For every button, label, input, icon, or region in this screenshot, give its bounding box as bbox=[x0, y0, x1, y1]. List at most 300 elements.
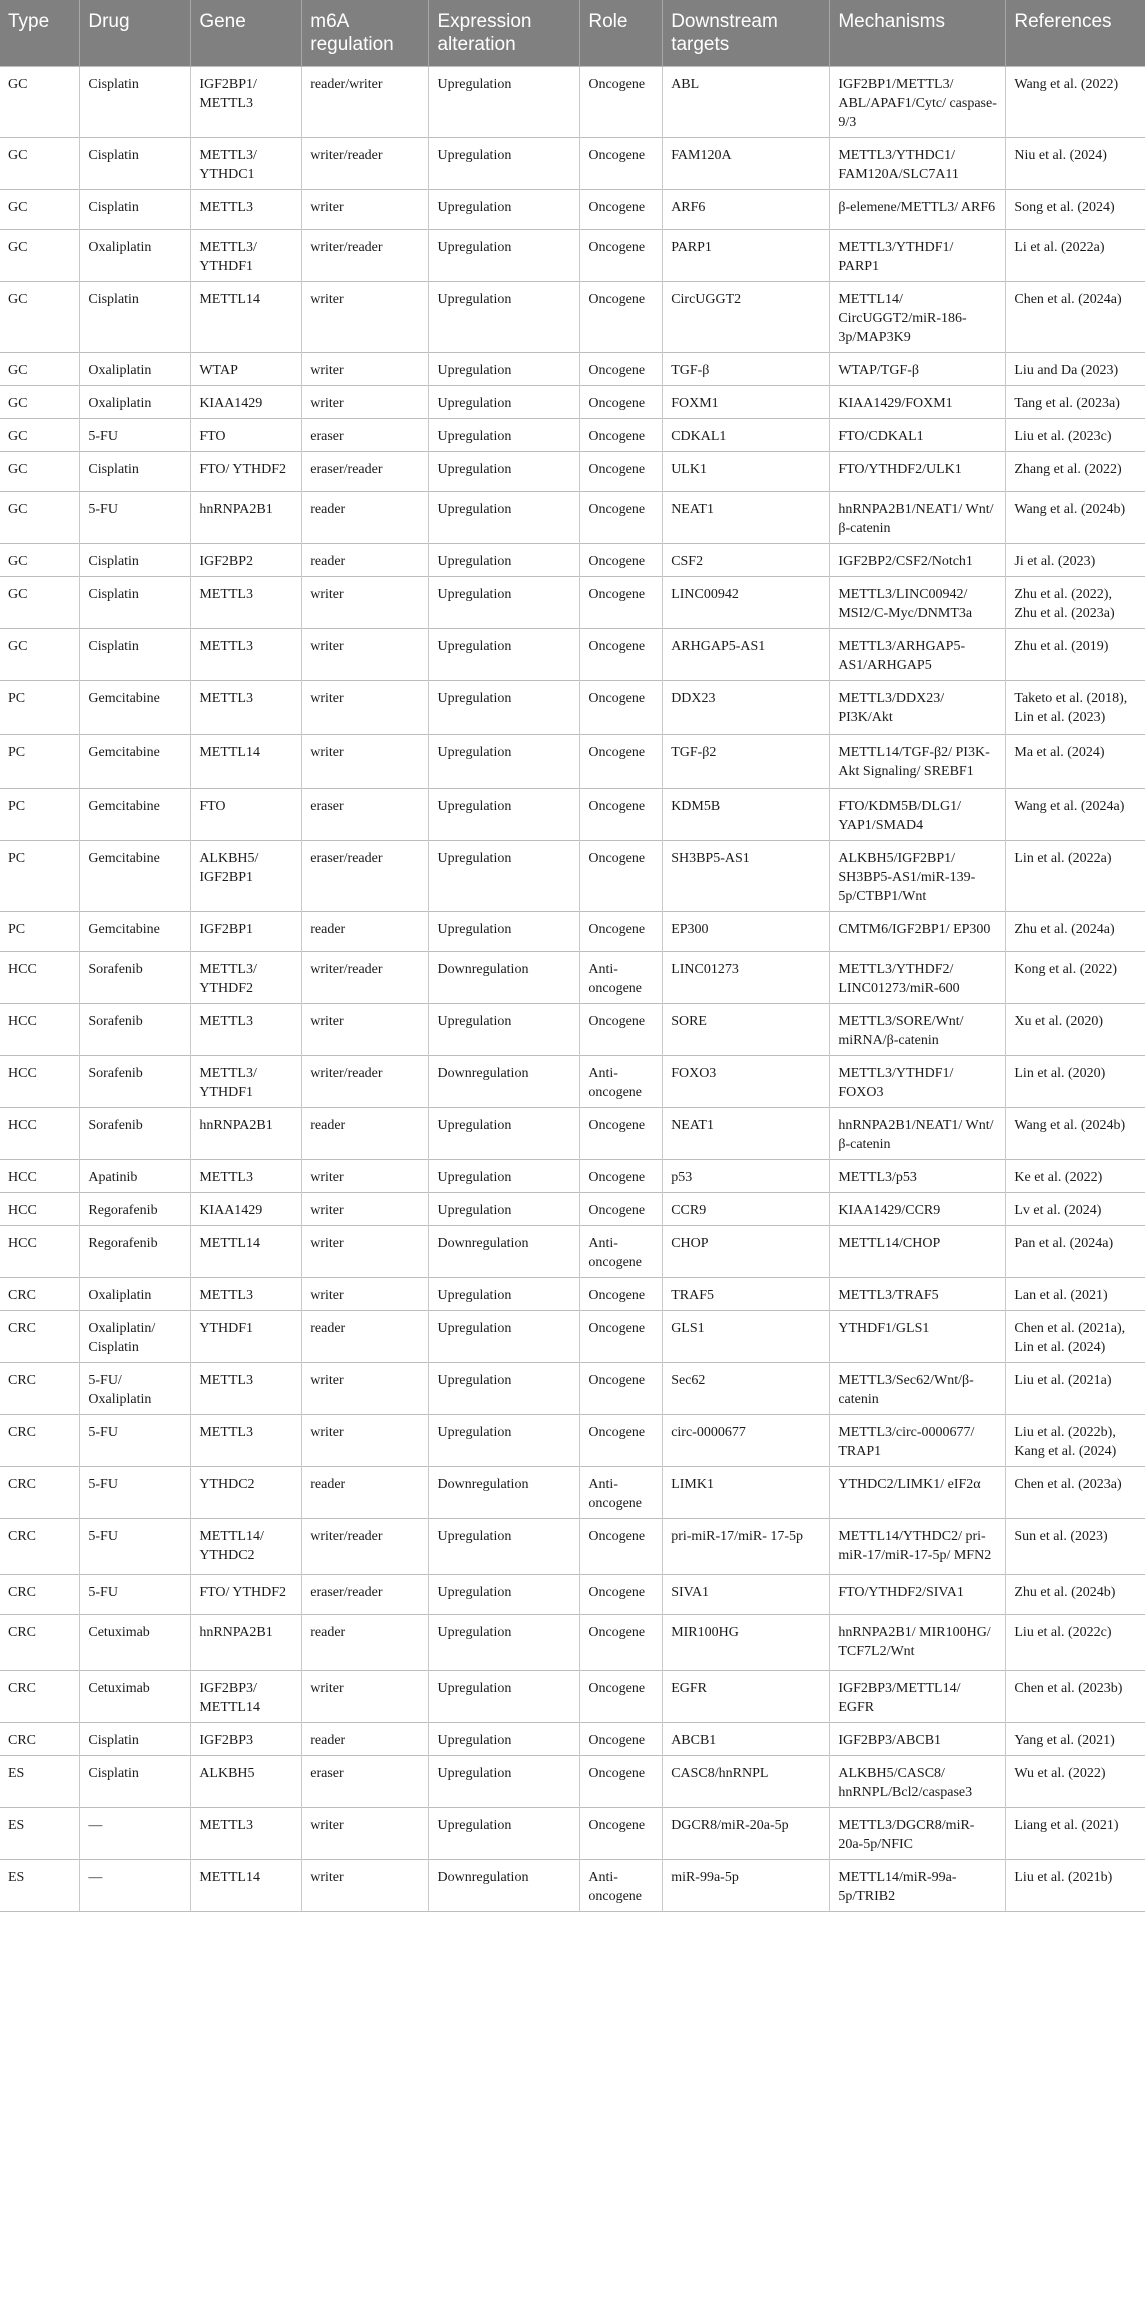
cell-downstream-targets: SH3BP5-AS1 bbox=[663, 841, 830, 912]
cell-gene: METTL14/ YTHDC2 bbox=[191, 1519, 302, 1575]
cell-gene: FTO/ YTHDF2 bbox=[191, 452, 302, 492]
cell-drug: Regorafenib bbox=[80, 1193, 191, 1226]
cell-references: Wu et al. (2022) bbox=[1006, 1756, 1145, 1808]
cell-gene: IGF2BP3 bbox=[191, 1723, 302, 1756]
cell-gene: METTL3 bbox=[191, 1415, 302, 1467]
cell-gene: METTL3 bbox=[191, 1363, 302, 1415]
cell-gene: METTL3 bbox=[191, 629, 302, 681]
cell-mechanisms: METTL3/YTHDF2/ LINC01273/miR-600 bbox=[830, 952, 1006, 1004]
cell-type: HCC bbox=[0, 1108, 80, 1160]
cell-downstream-targets: CDKAL1 bbox=[663, 419, 830, 452]
cell-role: Oncogene bbox=[580, 1278, 663, 1311]
cell-drug: Cisplatin bbox=[80, 282, 191, 353]
cell-drug: Regorafenib bbox=[80, 1226, 191, 1278]
cell-mechanisms: METTL3/p53 bbox=[830, 1160, 1006, 1193]
cell-expression-alteration: Upregulation bbox=[429, 681, 580, 735]
table-body bbox=[0, 67, 1145, 1912]
cell-expression-alteration: Upregulation bbox=[429, 67, 580, 138]
cell-downstream-targets: Sec62 bbox=[663, 1363, 830, 1415]
cell-references: Wang et al. (2022) bbox=[1006, 67, 1145, 138]
cell-expression-alteration: Upregulation bbox=[429, 544, 580, 577]
cell-type: HCC bbox=[0, 952, 80, 1004]
cell-m6a-regulation: reader bbox=[302, 1723, 429, 1756]
cell-expression-alteration: Upregulation bbox=[429, 789, 580, 841]
cell-mechanisms: WTAP/TGF-β bbox=[830, 353, 1006, 386]
cell-drug: 5-FU bbox=[80, 1467, 191, 1519]
cell-gene: METTL3/ YTHDC1 bbox=[191, 138, 302, 190]
cell-m6a-regulation: eraser bbox=[302, 789, 429, 841]
cell-downstream-targets: EGFR bbox=[663, 1671, 830, 1723]
table-row bbox=[0, 629, 1145, 681]
cell-type: HCC bbox=[0, 1004, 80, 1056]
cell-expression-alteration: Upregulation bbox=[429, 1519, 580, 1575]
cell-mechanisms: METTL3/YTHDF1/ FOXO3 bbox=[830, 1056, 1006, 1108]
cell-downstream-targets: SORE bbox=[663, 1004, 830, 1056]
cell-expression-alteration: Downregulation bbox=[429, 1056, 580, 1108]
column-header-expression-alteration: Expression alteration bbox=[429, 0, 580, 67]
cell-mechanisms: METTL14/YTHDC2/ pri-miR-17/miR-17-5p/ MFN2 bbox=[830, 1519, 1006, 1575]
cell-drug: Gemcitabine bbox=[80, 912, 191, 952]
cell-downstream-targets: TGF-β bbox=[663, 353, 830, 386]
table-row bbox=[0, 789, 1145, 841]
table-row bbox=[0, 1226, 1145, 1278]
cell-role: Anti- oncogene bbox=[580, 1056, 663, 1108]
cell-m6a-regulation: eraser/reader bbox=[302, 841, 429, 912]
cell-downstream-targets: KDM5B bbox=[663, 789, 830, 841]
cell-expression-alteration: Upregulation bbox=[429, 1004, 580, 1056]
cell-type: GC bbox=[0, 492, 80, 544]
cell-mechanisms: METTL3/circ-0000677/ TRAP1 bbox=[830, 1415, 1006, 1467]
cell-expression-alteration: Upregulation bbox=[429, 353, 580, 386]
table-row bbox=[0, 1056, 1145, 1108]
cell-drug: Sorafenib bbox=[80, 1056, 191, 1108]
cell-gene: IGF2BP1/ METTL3 bbox=[191, 67, 302, 138]
cell-gene: IGF2BP3/ METTL14 bbox=[191, 1671, 302, 1723]
cell-type: PC bbox=[0, 681, 80, 735]
cell-type: GC bbox=[0, 230, 80, 282]
cell-downstream-targets: SIVA1 bbox=[663, 1575, 830, 1615]
cell-downstream-targets: FOXM1 bbox=[663, 386, 830, 419]
cell-role: Oncogene bbox=[580, 67, 663, 138]
cell-type: CRC bbox=[0, 1278, 80, 1311]
cell-gene: FTO bbox=[191, 419, 302, 452]
table-row bbox=[0, 1671, 1145, 1723]
cell-mechanisms: IGF2BP3/ABCB1 bbox=[830, 1723, 1006, 1756]
table-row bbox=[0, 1278, 1145, 1311]
cell-m6a-regulation: reader bbox=[302, 912, 429, 952]
cell-references: Chen et al. (2023a) bbox=[1006, 1467, 1145, 1519]
cell-drug: 5-FU bbox=[80, 1575, 191, 1615]
cell-mechanisms: METTL3/YTHDF1/ PARP1 bbox=[830, 230, 1006, 282]
cell-downstream-targets: CASC8/hnRNPL bbox=[663, 1756, 830, 1808]
column-header-m6a-regulation: m6A regulation bbox=[302, 0, 429, 67]
cell-downstream-targets: p53 bbox=[663, 1160, 830, 1193]
cell-expression-alteration: Upregulation bbox=[429, 1193, 580, 1226]
cell-references: Liu et al. (2022b), Kang et al. (2024) bbox=[1006, 1415, 1145, 1467]
table-row bbox=[0, 1615, 1145, 1671]
cell-expression-alteration: Upregulation bbox=[429, 190, 580, 230]
cell-m6a-regulation: writer/reader bbox=[302, 1519, 429, 1575]
cell-drug: Sorafenib bbox=[80, 1108, 191, 1160]
table-row bbox=[0, 1808, 1145, 1860]
cell-m6a-regulation: writer bbox=[302, 735, 429, 789]
cell-drug: Oxaliplatin/ Cisplatin bbox=[80, 1311, 191, 1363]
cell-references: Chen et al. (2023b) bbox=[1006, 1671, 1145, 1723]
cell-mechanisms: METTL3/LINC00942/ MSI2/C-Myc/DNMT3a bbox=[830, 577, 1006, 629]
cell-references: Lan et al. (2021) bbox=[1006, 1278, 1145, 1311]
cell-gene: IGF2BP2 bbox=[191, 544, 302, 577]
cell-role: Oncogene bbox=[580, 1004, 663, 1056]
cell-type: ES bbox=[0, 1808, 80, 1860]
cell-type: ES bbox=[0, 1860, 80, 1912]
cell-role: Oncogene bbox=[580, 1615, 663, 1671]
cell-mechanisms: hnRNPA2B1/NEAT1/ Wnt/β-catenin bbox=[830, 1108, 1006, 1160]
cell-gene: hnRNPA2B1 bbox=[191, 492, 302, 544]
cell-m6a-regulation: writer bbox=[302, 386, 429, 419]
cell-references: Ji et al. (2023) bbox=[1006, 544, 1145, 577]
table-row bbox=[0, 1723, 1145, 1756]
cell-drug: Gemcitabine bbox=[80, 735, 191, 789]
table-row bbox=[0, 1160, 1145, 1193]
cell-type: ES bbox=[0, 1756, 80, 1808]
cell-role: Oncogene bbox=[580, 190, 663, 230]
cell-gene: YTHDF1 bbox=[191, 1311, 302, 1363]
cell-drug: Apatinib bbox=[80, 1160, 191, 1193]
cell-downstream-targets: MIR100HG bbox=[663, 1615, 830, 1671]
cell-expression-alteration: Downregulation bbox=[429, 1226, 580, 1278]
cell-references: Wang et al. (2024a) bbox=[1006, 789, 1145, 841]
cell-m6a-regulation: eraser bbox=[302, 1756, 429, 1808]
cell-m6a-regulation: eraser/reader bbox=[302, 452, 429, 492]
cell-role: Anti- oncogene bbox=[580, 952, 663, 1004]
cell-role: Oncogene bbox=[580, 577, 663, 629]
cell-role: Oncogene bbox=[580, 1415, 663, 1467]
cell-role: Oncogene bbox=[580, 1160, 663, 1193]
cell-gene: ALKBH5 bbox=[191, 1756, 302, 1808]
cell-type: GC bbox=[0, 629, 80, 681]
column-header-mechanisms: Mechanisms bbox=[830, 0, 1006, 67]
cell-downstream-targets: NEAT1 bbox=[663, 492, 830, 544]
cell-references: Song et al. (2024) bbox=[1006, 190, 1145, 230]
cell-mechanisms: FTO/KDM5B/DLG1/ YAP1/SMAD4 bbox=[830, 789, 1006, 841]
table-row bbox=[0, 1311, 1145, 1363]
cell-type: CRC bbox=[0, 1363, 80, 1415]
cell-m6a-regulation: writer bbox=[302, 1671, 429, 1723]
table-row bbox=[0, 1193, 1145, 1226]
column-header-role: Role bbox=[580, 0, 663, 67]
cell-role: Oncogene bbox=[580, 735, 663, 789]
cell-downstream-targets: CSF2 bbox=[663, 544, 830, 577]
table-row bbox=[0, 67, 1145, 138]
cell-drug: 5-FU bbox=[80, 419, 191, 452]
cell-drug: Cisplatin bbox=[80, 452, 191, 492]
cell-type: GC bbox=[0, 282, 80, 353]
cell-downstream-targets: ABCB1 bbox=[663, 1723, 830, 1756]
cell-gene: METTL14 bbox=[191, 1860, 302, 1912]
cell-drug: Cisplatin bbox=[80, 577, 191, 629]
cell-gene: METTL3/ YTHDF2 bbox=[191, 952, 302, 1004]
cell-role: Oncogene bbox=[580, 1311, 663, 1363]
cell-mechanisms: KIAA1429/FOXM1 bbox=[830, 386, 1006, 419]
cell-gene: METTL3 bbox=[191, 1278, 302, 1311]
cell-m6a-regulation: reader bbox=[302, 1108, 429, 1160]
cell-references: Liu et al. (2021a) bbox=[1006, 1363, 1145, 1415]
cell-m6a-regulation: writer bbox=[302, 1160, 429, 1193]
cell-m6a-regulation: eraser bbox=[302, 419, 429, 452]
cell-role: Anti- oncogene bbox=[580, 1467, 663, 1519]
cell-mechanisms: ALKBH5/CASC8/ hnRNPL/Bcl2/caspase3 bbox=[830, 1756, 1006, 1808]
table-row bbox=[0, 841, 1145, 912]
cell-downstream-targets: miR-99a-5p bbox=[663, 1860, 830, 1912]
cell-drug: Cisplatin bbox=[80, 67, 191, 138]
cell-gene: METTL3 bbox=[191, 1808, 302, 1860]
cell-type: HCC bbox=[0, 1160, 80, 1193]
cell-mechanisms: FTO/CDKAL1 bbox=[830, 419, 1006, 452]
cell-downstream-targets: ARF6 bbox=[663, 190, 830, 230]
table-row bbox=[0, 1860, 1145, 1912]
cell-type: GC bbox=[0, 138, 80, 190]
cell-type: GC bbox=[0, 577, 80, 629]
cell-mechanisms: hnRNPA2B1/NEAT1/ Wnt/β-catenin bbox=[830, 492, 1006, 544]
cell-references: Zhu et al. (2022), Zhu et al. (2023a) bbox=[1006, 577, 1145, 629]
cell-type: GC bbox=[0, 419, 80, 452]
cell-drug: Gemcitabine bbox=[80, 681, 191, 735]
table-row bbox=[0, 138, 1145, 190]
cell-role: Oncogene bbox=[580, 789, 663, 841]
cell-m6a-regulation: writer bbox=[302, 681, 429, 735]
cell-drug: 5-FU/ Oxaliplatin bbox=[80, 1363, 191, 1415]
cell-m6a-regulation: reader bbox=[302, 544, 429, 577]
cell-gene: ALKBH5/ IGF2BP1 bbox=[191, 841, 302, 912]
cell-m6a-regulation: writer bbox=[302, 353, 429, 386]
table-row bbox=[0, 452, 1145, 492]
cell-gene: METTL3 bbox=[191, 190, 302, 230]
cell-m6a-regulation: writer bbox=[302, 282, 429, 353]
cell-m6a-regulation: reader bbox=[302, 1467, 429, 1519]
cell-gene: METTL14 bbox=[191, 282, 302, 353]
cell-role: Oncogene bbox=[580, 230, 663, 282]
cell-mechanisms: METTL14/ CircUGGT2/miR-186- 3p/MAP3K9 bbox=[830, 282, 1006, 353]
cell-gene: METTL3 bbox=[191, 681, 302, 735]
cell-mechanisms: hnRNPA2B1/ MIR100HG/ TCF7L2/Wnt bbox=[830, 1615, 1006, 1671]
cell-expression-alteration: Upregulation bbox=[429, 1671, 580, 1723]
cell-references: Xu et al. (2020) bbox=[1006, 1004, 1145, 1056]
cell-m6a-regulation: writer/reader bbox=[302, 230, 429, 282]
cell-type: HCC bbox=[0, 1193, 80, 1226]
cell-mechanisms: YTHDF1/GLS1 bbox=[830, 1311, 1006, 1363]
cell-role: Oncogene bbox=[580, 544, 663, 577]
table-row bbox=[0, 735, 1145, 789]
cell-m6a-regulation: writer/reader bbox=[302, 1056, 429, 1108]
cell-references: Liang et al. (2021) bbox=[1006, 1808, 1145, 1860]
table-row bbox=[0, 492, 1145, 544]
cell-references: Wang et al. (2024b) bbox=[1006, 492, 1145, 544]
table-row bbox=[0, 1363, 1145, 1415]
cell-drug: 5-FU bbox=[80, 492, 191, 544]
cell-downstream-targets: CCR9 bbox=[663, 1193, 830, 1226]
cell-type: HCC bbox=[0, 1056, 80, 1108]
cell-type: CRC bbox=[0, 1467, 80, 1519]
cell-drug: Sorafenib bbox=[80, 1004, 191, 1056]
cell-expression-alteration: Downregulation bbox=[429, 952, 580, 1004]
cell-expression-alteration: Upregulation bbox=[429, 452, 580, 492]
cell-m6a-regulation: writer bbox=[302, 1415, 429, 1467]
cell-gene: METTL3 bbox=[191, 577, 302, 629]
cell-downstream-targets: ULK1 bbox=[663, 452, 830, 492]
table-row bbox=[0, 386, 1145, 419]
cell-role: Oncogene bbox=[580, 1808, 663, 1860]
cell-gene: METTL3 bbox=[191, 1004, 302, 1056]
cell-drug: Gemcitabine bbox=[80, 841, 191, 912]
cell-expression-alteration: Upregulation bbox=[429, 138, 580, 190]
cell-mechanisms: FTO/YTHDF2/ULK1 bbox=[830, 452, 1006, 492]
cell-downstream-targets: LIMK1 bbox=[663, 1467, 830, 1519]
cell-type: GC bbox=[0, 353, 80, 386]
cell-expression-alteration: Upregulation bbox=[429, 629, 580, 681]
cell-references: Ke et al. (2022) bbox=[1006, 1160, 1145, 1193]
cell-references: Liu et al. (2023c) bbox=[1006, 419, 1145, 452]
cell-references: Lv et al. (2024) bbox=[1006, 1193, 1145, 1226]
cell-downstream-targets: EP300 bbox=[663, 912, 830, 952]
cell-type: GC bbox=[0, 544, 80, 577]
cell-expression-alteration: Upregulation bbox=[429, 282, 580, 353]
cell-mechanisms: METTL3/TRAF5 bbox=[830, 1278, 1006, 1311]
cell-role: Oncogene bbox=[580, 282, 663, 353]
table-row bbox=[0, 1756, 1145, 1808]
table-row bbox=[0, 912, 1145, 952]
cell-references: Sun et al. (2023) bbox=[1006, 1519, 1145, 1575]
cell-m6a-regulation: eraser/reader bbox=[302, 1575, 429, 1615]
cell-m6a-regulation: writer bbox=[302, 1363, 429, 1415]
cell-expression-alteration: Upregulation bbox=[429, 1363, 580, 1415]
cell-references: Lin et al. (2022a) bbox=[1006, 841, 1145, 912]
cell-type: PC bbox=[0, 841, 80, 912]
cell-role: Oncogene bbox=[580, 1575, 663, 1615]
cell-mechanisms: METTL3/DGCR8/miR- 20a-5p/NFIC bbox=[830, 1808, 1006, 1860]
cell-expression-alteration: Upregulation bbox=[429, 1575, 580, 1615]
table-row bbox=[0, 681, 1145, 735]
cell-mechanisms: YTHDC2/LIMK1/ eIF2α bbox=[830, 1467, 1006, 1519]
cell-expression-alteration: Upregulation bbox=[429, 1108, 580, 1160]
cell-type: PC bbox=[0, 912, 80, 952]
cell-downstream-targets: CHOP bbox=[663, 1226, 830, 1278]
cell-expression-alteration: Downregulation bbox=[429, 1467, 580, 1519]
cell-expression-alteration: Upregulation bbox=[429, 841, 580, 912]
column-header-type: Type bbox=[0, 0, 80, 67]
cell-type: CRC bbox=[0, 1311, 80, 1363]
cell-references: Lin et al. (2020) bbox=[1006, 1056, 1145, 1108]
cell-gene: METTL3 bbox=[191, 1160, 302, 1193]
cell-mechanisms: METTL14/miR-99a- 5p/TRIB2 bbox=[830, 1860, 1006, 1912]
cell-expression-alteration: Upregulation bbox=[429, 912, 580, 952]
cell-gene: hnRNPA2B1 bbox=[191, 1615, 302, 1671]
cell-drug: — bbox=[80, 1860, 191, 1912]
cell-drug: Oxaliplatin bbox=[80, 353, 191, 386]
cell-type: CRC bbox=[0, 1723, 80, 1756]
cell-references: Liu et al. (2022c) bbox=[1006, 1615, 1145, 1671]
cell-m6a-regulation: writer bbox=[302, 1193, 429, 1226]
cell-references: Zhu et al. (2024a) bbox=[1006, 912, 1145, 952]
cell-role: Oncogene bbox=[580, 1756, 663, 1808]
cell-m6a-regulation: writer/reader bbox=[302, 138, 429, 190]
cell-gene: IGF2BP1 bbox=[191, 912, 302, 952]
cell-gene: FTO bbox=[191, 789, 302, 841]
cell-gene: YTHDC2 bbox=[191, 1467, 302, 1519]
cell-downstream-targets: DDX23 bbox=[663, 681, 830, 735]
cell-downstream-targets: CircUGGT2 bbox=[663, 282, 830, 353]
table-row bbox=[0, 282, 1145, 353]
cell-references: Niu et al. (2024) bbox=[1006, 138, 1145, 190]
cell-type: CRC bbox=[0, 1519, 80, 1575]
cell-type: PC bbox=[0, 789, 80, 841]
cell-gene: METTL14 bbox=[191, 735, 302, 789]
cell-type: CRC bbox=[0, 1415, 80, 1467]
cell-references: Liu et al. (2021b) bbox=[1006, 1860, 1145, 1912]
cell-drug: Oxaliplatin bbox=[80, 386, 191, 419]
cell-role: Oncogene bbox=[580, 1193, 663, 1226]
cell-m6a-regulation: writer/reader bbox=[302, 952, 429, 1004]
header-row bbox=[0, 0, 1145, 67]
table-row bbox=[0, 1575, 1145, 1615]
cell-expression-alteration: Upregulation bbox=[429, 1278, 580, 1311]
cell-role: Anti- oncogene bbox=[580, 1860, 663, 1912]
cell-downstream-targets: PARP1 bbox=[663, 230, 830, 282]
column-header-references: References bbox=[1006, 0, 1145, 67]
cell-gene: METTL3/ YTHDF1 bbox=[191, 1056, 302, 1108]
cell-mechanisms: METTL3/ARHGAP5- AS1/ARHGAP5 bbox=[830, 629, 1006, 681]
cell-references: Tang et al. (2023a) bbox=[1006, 386, 1145, 419]
cell-mechanisms: IGF2BP3/METTL14/ EGFR bbox=[830, 1671, 1006, 1723]
cell-expression-alteration: Upregulation bbox=[429, 492, 580, 544]
cell-type: GC bbox=[0, 67, 80, 138]
cell-expression-alteration: Upregulation bbox=[429, 1160, 580, 1193]
cell-type: CRC bbox=[0, 1615, 80, 1671]
cell-role: Oncogene bbox=[580, 1671, 663, 1723]
cell-type: CRC bbox=[0, 1575, 80, 1615]
cell-references: Pan et al. (2024a) bbox=[1006, 1226, 1145, 1278]
cell-references: Chen et al. (2024a) bbox=[1006, 282, 1145, 353]
cell-m6a-regulation: writer bbox=[302, 1808, 429, 1860]
cell-drug: Cetuximab bbox=[80, 1671, 191, 1723]
cell-expression-alteration: Upregulation bbox=[429, 386, 580, 419]
table-row bbox=[0, 952, 1145, 1004]
cell-mechanisms: METTL3/Sec62/Wnt/β- catenin bbox=[830, 1363, 1006, 1415]
cell-expression-alteration: Upregulation bbox=[429, 1311, 580, 1363]
cell-downstream-targets: TRAF5 bbox=[663, 1278, 830, 1311]
cell-drug: Cisplatin bbox=[80, 629, 191, 681]
cell-gene: KIAA1429 bbox=[191, 386, 302, 419]
table-row bbox=[0, 190, 1145, 230]
cell-expression-alteration: Upregulation bbox=[429, 1756, 580, 1808]
cell-references: Li et al. (2022a) bbox=[1006, 230, 1145, 282]
cell-m6a-regulation: writer bbox=[302, 577, 429, 629]
cell-m6a-regulation: writer bbox=[302, 1860, 429, 1912]
table-row bbox=[0, 1467, 1145, 1519]
cell-mechanisms: METTL14/TGF-β2/ PI3K-Akt Signaling/ SREBF1 bbox=[830, 735, 1006, 789]
table-row bbox=[0, 353, 1145, 386]
cell-drug: Cisplatin bbox=[80, 1723, 191, 1756]
cell-role: Anti- oncogene bbox=[580, 1226, 663, 1278]
cell-downstream-targets: LINC01273 bbox=[663, 952, 830, 1004]
cell-references: Wang et al. (2024b) bbox=[1006, 1108, 1145, 1160]
cell-gene: hnRNPA2B1 bbox=[191, 1108, 302, 1160]
cell-drug: Cisplatin bbox=[80, 544, 191, 577]
cell-role: Oncogene bbox=[580, 419, 663, 452]
cell-references: Chen et al. (2021a), Lin et al. (2024) bbox=[1006, 1311, 1145, 1363]
cell-downstream-targets: pri-miR-17/miR- 17-5p bbox=[663, 1519, 830, 1575]
cell-type: CRC bbox=[0, 1671, 80, 1723]
cell-drug: Oxaliplatin bbox=[80, 1278, 191, 1311]
